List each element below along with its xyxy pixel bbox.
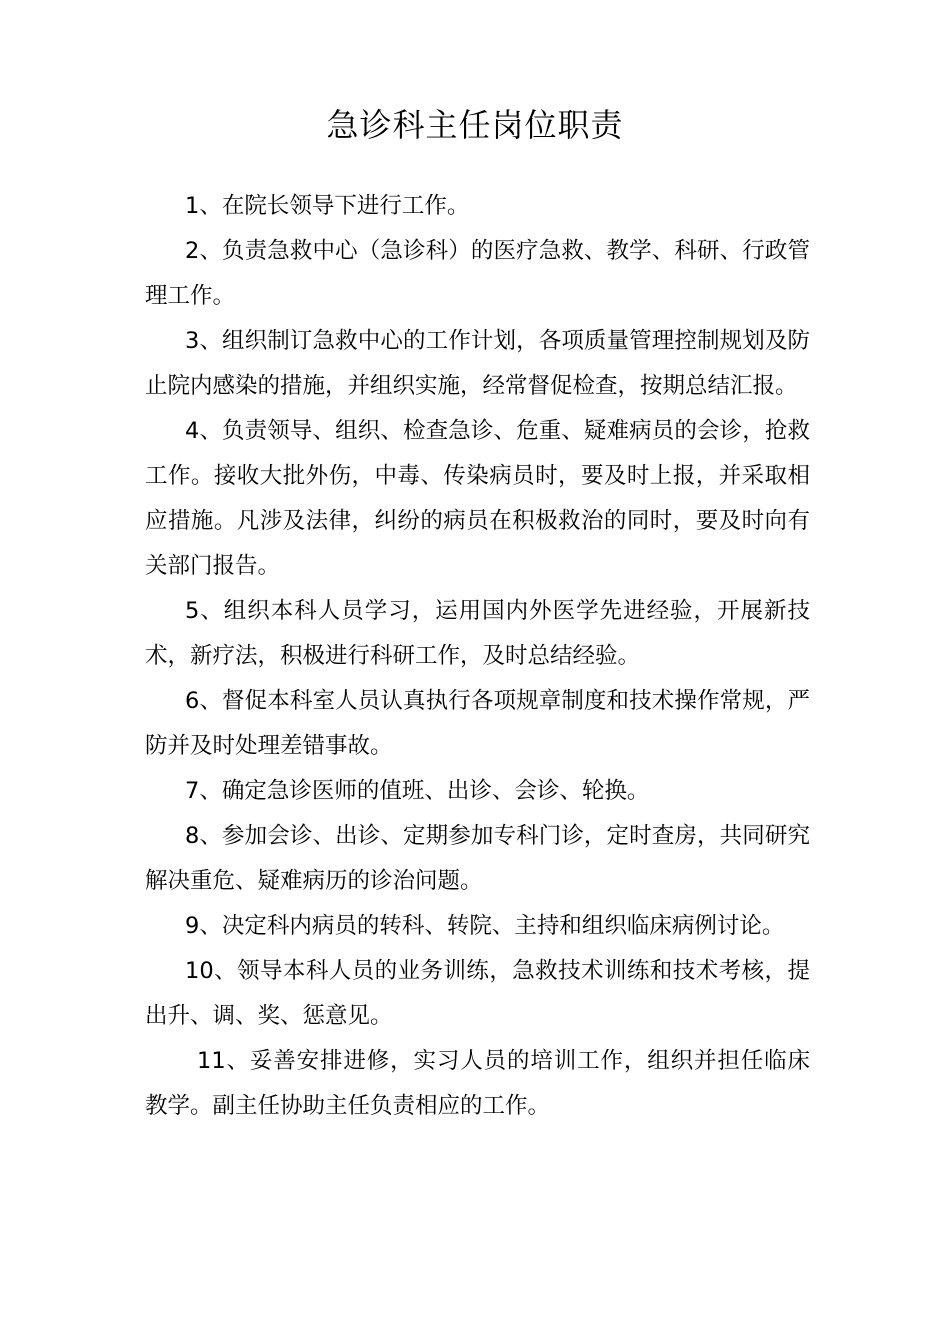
duty-text: 、确定急诊医师的值班、出诊、会诊、轮换。 (199, 778, 650, 804)
duty-number: 1 (185, 193, 200, 219)
duty-text: 、参加会诊、出诊、定期参加专科门诊，定时查房，共同研究解决重危、疑难病历的诊治问题。 (145, 823, 810, 894)
duty-item-9 (145, 904, 810, 949)
duty-item-10 (145, 949, 810, 1039)
duty-item-4 (145, 409, 810, 589)
duty-text: 、组织本科人员学习，运用国内外医学先进经验，开展新技术，新疗法，积极进行科研工作，及时总结经验。 (145, 598, 810, 669)
duty-number: 10 (185, 958, 214, 984)
duty-number: 5 (185, 598, 200, 624)
duty-number: 8 (185, 823, 200, 849)
duty-item-8 (145, 814, 810, 904)
page-title: 急诊科主任岗位职责 (326, 106, 624, 144)
duty-text: 、领导本科人员的业务训练，急救技术训练和技术考核，提出升、调、奖、惩意见。 (145, 958, 810, 1029)
duty-text: 、负责领导、组织、检查急诊、危重、疑难病员的会诊，抢救工作。接收大批外伤，中毒、传染病员时，要及时上报，并采取相应措施。凡涉及法律，纠纷的病员在积极救治的同时，要及时向有关部门报告。 (145, 418, 810, 579)
duty-item-3 (145, 319, 810, 409)
duty-text: 、组织制订急救中心的工作计划，各项质量管理控制规划及防止院内感染的措施，并组织实施，经常督促检查，按期总结汇报。 (145, 328, 810, 399)
duty-text: 、在院长领导下进行工作。 (199, 193, 470, 219)
duty-number: 7 (185, 778, 200, 804)
duty-item-6 (145, 679, 810, 769)
duty-item-5 (145, 589, 810, 679)
duty-text: 、督促本科室人员认真执行各项规章制度和技术操作常规，严防并及时处理差错事故。 (145, 688, 810, 759)
duty-item-11 (145, 1039, 810, 1129)
duty-number: 11 (197, 1048, 226, 1074)
duty-number: 2 (185, 238, 200, 264)
duty-number: 3 (185, 328, 200, 354)
duty-list (145, 184, 810, 1129)
duty-text: 、妥善安排进修，实习人员的培训工作，组织并担任临床教学。副主任协助主任负责相应的工作。 (145, 1048, 810, 1119)
duty-number: 4 (185, 418, 200, 444)
duty-item-1 (145, 184, 810, 229)
duty-text: 、负责急救中心（急诊科）的医疗急救、教学、科研、行政管理工作。 (145, 238, 810, 309)
duty-item-7 (145, 769, 810, 814)
duty-number: 9 (185, 913, 200, 939)
duty-item-2 (145, 229, 810, 319)
duty-text: 、决定科内病员的转科、转院、主持和组织临床病例讨论。 (199, 913, 785, 939)
duty-number: 6 (185, 688, 200, 714)
